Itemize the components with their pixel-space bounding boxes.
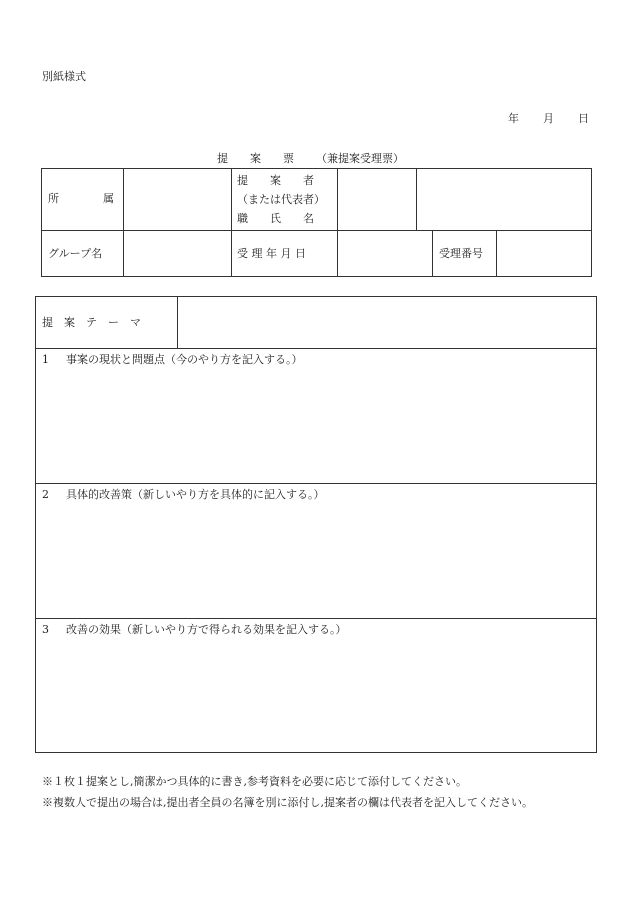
receipt-number-label: 受理番号 [439,247,483,260]
proposer-representative-label: （または代表者） [237,193,325,206]
form-label: 別紙様式 [42,70,86,83]
affiliation-field[interactable] [125,172,230,228]
page-subtitle: （兼提案受理票） [316,152,404,165]
page-title: 提 案 票 [217,152,294,165]
improvement-effect-field[interactable] [38,642,594,750]
receipt-number-field[interactable] [498,233,590,275]
section-number: 3 [42,623,49,636]
received-date-label: 受 理 年 月 日 [237,247,306,260]
group-name-label: グループ名 [48,247,103,260]
note-multiple-submitters: ※複数人で提出の場合は,提出者全員の名簿を別に添付し,提案者の欄は代表者を記入してください。 [42,796,533,809]
proposal-theme-label: 提 案 テ ー マ [42,316,141,329]
date-day-label: 日 [578,112,589,125]
section-number: 2 [42,488,49,501]
received-date-field[interactable] [339,233,431,275]
proposer-label: 提 案 者 [237,174,314,187]
affiliation-label: 所 属 [48,192,114,205]
proposer-name-field[interactable] [418,172,590,228]
proposer-title-field[interactable] [339,172,415,228]
section-heading: 具体的改善策（新しいやり方を具体的に記入する。） [66,488,325,501]
section-number: 1 [42,353,49,366]
group-name-field[interactable] [125,233,230,275]
date-month-label: 月 [543,112,554,125]
section-heading: 事案の現状と問題点（今のやり方を記入する。） [66,353,303,366]
current-issues-field[interactable] [38,372,594,480]
date-year-label: 年 [508,112,519,125]
proposer-title-name-label: 職 氏 名 [237,212,314,225]
note-one-proposal: ※１枚１提案とし,簡潔かつ具体的に書き,参考資料を必要に応じて添付してください。 [42,775,467,788]
section-heading: 改善の効果（新しいやり方で得られる効果を記入する。） [66,623,347,636]
proposal-theme-field[interactable] [180,300,594,345]
improvement-plan-field[interactable] [38,507,594,615]
